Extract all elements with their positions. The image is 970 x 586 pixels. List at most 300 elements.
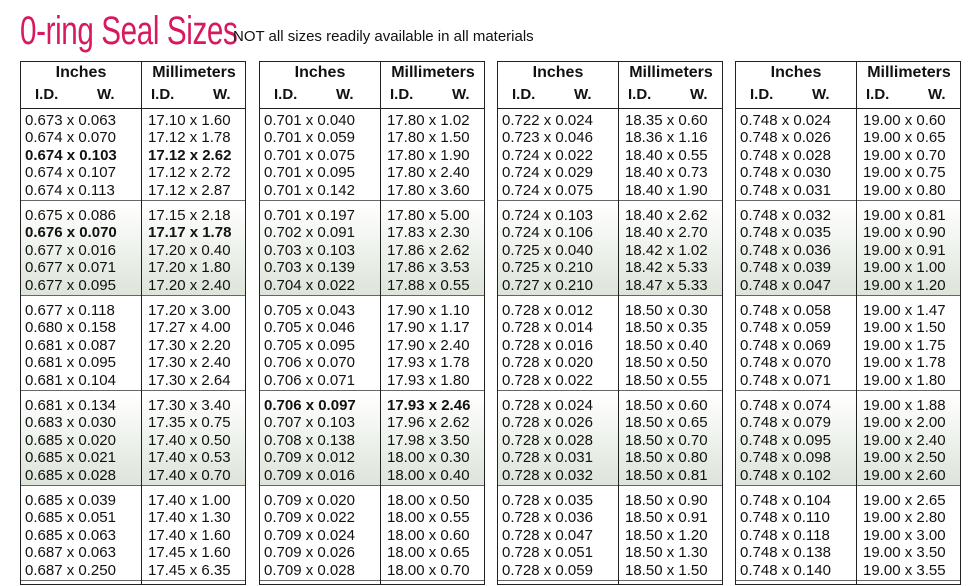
inch-size: 0.748 x 0.039 [740,259,831,277]
size-row [498,302,722,320]
size-row [260,242,484,260]
size-group [260,109,484,201]
mm-w-header: W. [452,86,470,103]
size-row [736,449,960,467]
mm-size: 18.50 x 1.20 [625,526,708,544]
mm-size: 17.30 x 2.64 [148,371,231,389]
mm-size: 19.00 x 2.80 [863,509,946,527]
size-row [736,527,960,545]
mm-size: 18.42 x 1.02 [625,241,708,259]
millimeters-header: Millimeters [867,64,951,81]
mm-size: 19.00 x 1.80 [863,371,946,389]
size-row [498,112,722,130]
size-row [21,164,245,182]
inch-size: 0.748 x 0.024 [740,112,831,129]
mm-size: 19.00 x 1.78 [863,354,946,372]
mm-size: 17.96 x 2.62 [387,414,470,432]
size-row [736,562,960,580]
mm-size: 17.17 x 1.78 [148,224,232,242]
mm-size: 18.47 x 5.33 [625,276,708,294]
size-row [498,129,722,147]
inch-size: 0.748 x 0.032 [740,207,831,224]
mm-size: 17.83 x 2.30 [387,224,470,242]
mm-size: 17.20 x 0.40 [148,241,231,259]
size-row [736,302,960,320]
size-row [498,562,722,580]
inches-id-header: I.D. [35,86,59,103]
mm-size: 18.00 x 0.40 [387,466,470,484]
size-panel [259,61,485,585]
inch-size: 0.748 x 0.074 [740,397,831,414]
inch-size: 0.724 x 0.075 [502,181,593,199]
size-row [260,259,484,277]
size-row [498,182,722,200]
size-row [260,224,484,242]
size-row [21,562,245,580]
inch-size: 0.748 x 0.140 [740,561,831,579]
size-row [21,397,245,415]
inch-size: 0.748 x 0.030 [740,164,831,182]
size-row [260,182,484,200]
size-group [260,489,484,581]
size-row [498,337,722,355]
mm-size: 17.80 x 1.50 [387,129,470,147]
size-row [21,224,245,242]
mm-size: 18.42 x 5.33 [625,259,708,277]
size-row [736,509,960,527]
column-divider [856,62,857,584]
mm-size: 17.86 x 3.53 [387,259,470,277]
mm-size: 19.00 x 0.91 [863,241,946,259]
column-divider [141,62,142,584]
mm-size: 17.98 x 3.50 [387,431,470,449]
inch-size: 0.701 x 0.040 [264,112,355,129]
size-row [260,414,484,432]
inch-size: 0.748 x 0.098 [740,449,831,467]
inch-size: 0.728 x 0.024 [502,397,593,414]
size-row [21,414,245,432]
mm-size: 17.20 x 2.40 [148,276,231,294]
inch-size: 0.701 x 0.197 [264,207,355,224]
size-row [736,242,960,260]
mm-size: 17.20 x 3.00 [148,302,231,319]
mm-size: 17.90 x 1.17 [387,319,470,337]
size-row [498,277,722,295]
size-row [736,372,960,390]
size-row [21,449,245,467]
mm-size: 18.40 x 0.73 [625,164,708,182]
size-row [736,277,960,295]
inch-size: 0.748 x 0.102 [740,466,831,484]
inch-size: 0.748 x 0.070 [740,354,831,372]
inch-size: 0.748 x 0.036 [740,241,831,259]
size-group [498,109,722,201]
inch-size: 0.683 x 0.030 [25,414,116,432]
inch-size: 0.687 x 0.063 [25,544,116,562]
mm-size: 17.35 x 0.75 [148,414,231,432]
mm-size: 17.45 x 1.60 [148,544,231,562]
mm-size: 17.12 x 2.87 [148,181,231,199]
inch-size: 0.685 x 0.021 [25,449,116,467]
inch-size: 0.748 x 0.031 [740,181,831,199]
mm-w-header: W. [928,86,946,103]
mm-size: 17.12 x 1.78 [148,129,231,147]
mm-size: 19.00 x 0.90 [863,224,946,242]
inch-size: 0.723 x 0.046 [502,129,593,147]
size-row [21,277,245,295]
size-row [260,337,484,355]
inch-size: 0.704 x 0.022 [264,276,355,294]
mm-size: 17.40 x 1.60 [148,526,231,544]
size-row [260,527,484,545]
inch-size: 0.724 x 0.103 [502,207,593,224]
column-header [21,62,245,109]
size-row [736,354,960,372]
size-row [21,372,245,390]
size-row [498,467,722,485]
mm-size: 17.12 x 2.72 [148,164,231,182]
size-row [21,302,245,320]
mm-size: 17.30 x 2.20 [148,336,231,354]
inch-size: 0.701 x 0.095 [264,164,355,182]
inch-size: 0.728 x 0.012 [502,302,593,319]
inch-size: 0.674 x 0.103 [25,146,117,164]
mm-size: 17.40 x 0.70 [148,466,231,484]
size-row [736,544,960,562]
size-row [498,147,722,165]
inch-size: 0.748 x 0.110 [740,509,830,527]
inch-size: 0.748 x 0.118 [740,526,830,544]
column-header [260,62,484,109]
mm-size: 18.50 x 0.81 [625,466,708,484]
size-row [21,492,245,510]
size-row [736,224,960,242]
size-row [498,449,722,467]
size-row [260,302,484,320]
size-group [260,394,484,486]
mm-size: 19.00 x 1.50 [863,319,946,337]
size-group [260,204,484,296]
inch-size: 0.709 x 0.024 [264,526,355,544]
mm-size: 19.00 x 2.00 [863,414,946,432]
mm-size: 17.93 x 1.78 [387,354,470,372]
size-row [260,112,484,130]
size-row [260,449,484,467]
inch-size: 0.709 x 0.016 [264,466,355,484]
size-row [736,112,960,130]
inch-size: 0.705 x 0.095 [264,336,355,354]
size-row [260,467,484,485]
size-row [736,164,960,182]
inch-size: 0.728 x 0.014 [502,319,593,337]
mm-size: 19.00 x 1.47 [863,302,946,319]
mm-size: 19.00 x 0.80 [863,181,946,199]
size-row [21,112,245,130]
inch-size: 0.687 x 0.250 [25,561,116,579]
mm-size: 18.50 x 1.30 [625,544,708,562]
inch-size: 0.703 x 0.139 [264,259,355,277]
inch-size: 0.677 x 0.071 [25,259,116,277]
size-row [736,182,960,200]
inch-size: 0.748 x 0.104 [740,492,831,509]
size-row [21,207,245,225]
size-group [21,489,245,581]
inch-size: 0.709 x 0.020 [264,492,355,509]
size-row [21,337,245,355]
size-group [736,299,960,391]
mm-size: 18.40 x 1.90 [625,181,708,199]
inch-size: 0.725 x 0.210 [502,259,593,277]
mm-size: 18.00 x 0.70 [387,561,470,579]
inch-size: 0.685 x 0.028 [25,466,116,484]
mm-id-header: I.D. [866,86,890,103]
size-group [21,109,245,201]
mm-size: 17.40 x 1.00 [148,492,231,509]
inch-size: 0.685 x 0.051 [25,509,116,527]
mm-id-header: I.D. [628,86,652,103]
mm-size: 18.50 x 0.30 [625,302,708,319]
mm-size: 18.50 x 0.55 [625,371,708,389]
mm-size: 18.50 x 0.60 [625,397,708,414]
inch-size: 0.708 x 0.138 [264,431,355,449]
mm-size: 19.00 x 3.55 [863,561,946,579]
mm-size: 18.35 x 0.60 [625,112,708,129]
size-group [21,204,245,296]
inch-size: 0.706 x 0.070 [264,354,355,372]
mm-size: 19.00 x 1.20 [863,276,946,294]
size-group [498,489,722,581]
inch-size: 0.728 x 0.051 [502,544,593,562]
size-row [498,224,722,242]
inch-size: 0.748 x 0.138 [740,544,831,562]
mm-size: 18.40 x 2.62 [625,207,708,224]
mm-size: 17.80 x 2.40 [387,164,470,182]
mm-size: 18.00 x 0.50 [387,492,470,509]
size-row [21,432,245,450]
inch-size: 0.728 x 0.047 [502,526,593,544]
size-row [498,372,722,390]
inch-size: 0.709 x 0.028 [264,561,355,579]
size-row [498,544,722,562]
inches-header: Inches [294,64,346,81]
inch-size: 0.728 x 0.020 [502,354,593,372]
inch-size: 0.709 x 0.012 [264,449,355,467]
inch-size: 0.681 x 0.087 [25,336,116,354]
mm-size: 18.50 x 1.50 [625,561,708,579]
size-row [498,164,722,182]
page-title: 0-ring Seal Sizes [20,9,238,53]
mm-size: 17.93 x 2.46 [387,397,471,414]
size-row [736,147,960,165]
inch-size: 0.674 x 0.113 [25,181,115,199]
inch-size: 0.701 x 0.142 [264,181,355,199]
mm-size: 17.86 x 2.62 [387,241,470,259]
size-row [21,544,245,562]
millimeters-header: Millimeters [152,64,236,81]
inch-size: 0.705 x 0.043 [264,302,355,319]
mm-size: 17.40 x 1.30 [148,509,231,527]
size-group [736,109,960,201]
size-row [260,354,484,372]
inches-id-header: I.D. [512,86,536,103]
mm-size: 17.80 x 1.02 [387,112,470,129]
size-row [498,319,722,337]
column-divider [380,62,381,584]
inch-size: 0.680 x 0.158 [25,319,116,337]
inch-size: 0.728 x 0.028 [502,431,593,449]
mm-size: 17.90 x 2.40 [387,336,470,354]
size-group [736,394,960,486]
mm-size: 19.00 x 0.75 [863,164,946,182]
size-row [736,414,960,432]
inch-size: 0.681 x 0.134 [25,397,116,414]
inch-size: 0.705 x 0.046 [264,319,355,337]
inch-size: 0.728 x 0.031 [502,449,593,467]
size-row [260,492,484,510]
mm-size: 19.00 x 2.60 [863,466,946,484]
inch-size: 0.685 x 0.039 [25,492,116,509]
inch-size: 0.677 x 0.016 [25,241,116,259]
inch-size: 0.673 x 0.063 [25,112,116,129]
mm-size: 18.50 x 0.50 [625,354,708,372]
inch-size: 0.681 x 0.095 [25,354,116,372]
millimeters-header: Millimeters [629,64,713,81]
inches-header: Inches [55,64,107,81]
size-group [498,299,722,391]
inch-size: 0.728 x 0.016 [502,336,593,354]
size-row [736,259,960,277]
size-row [736,432,960,450]
inches-w-header: W. [812,86,830,103]
inch-size: 0.676 x 0.070 [25,224,117,242]
size-row [736,492,960,510]
inches-id-header: I.D. [274,86,298,103]
mm-size: 18.50 x 0.70 [625,431,708,449]
size-row [736,337,960,355]
size-row [498,509,722,527]
inch-size: 0.748 x 0.095 [740,431,831,449]
inch-size: 0.748 x 0.071 [740,371,831,389]
size-row [260,509,484,527]
column-header [736,62,960,109]
mm-size: 17.88 x 0.55 [387,276,470,294]
size-row [21,467,245,485]
size-row [260,277,484,295]
mm-size: 17.80 x 5.00 [387,207,470,224]
mm-size: 17.93 x 1.80 [387,371,470,389]
mm-size: 17.80 x 3.60 [387,181,470,199]
mm-size: 17.45 x 6.35 [148,561,231,579]
mm-size: 17.12 x 2.62 [148,146,232,164]
mm-size: 19.00 x 2.40 [863,431,946,449]
inch-size: 0.748 x 0.079 [740,414,831,432]
size-row [21,129,245,147]
size-row [260,147,484,165]
inch-size: 0.674 x 0.070 [25,129,116,147]
inch-size: 0.728 x 0.026 [502,414,593,432]
size-row [498,397,722,415]
inch-size: 0.748 x 0.058 [740,302,831,319]
inch-size: 0.709 x 0.022 [264,509,355,527]
inch-size: 0.685 x 0.020 [25,431,116,449]
size-row [498,432,722,450]
inch-size: 0.685 x 0.063 [25,526,116,544]
inch-size: 0.725 x 0.040 [502,241,593,259]
size-row [498,354,722,372]
size-panel [20,61,246,585]
mm-size: 17.30 x 2.40 [148,354,231,372]
size-row [498,242,722,260]
mm-size: 17.30 x 3.40 [148,397,231,414]
inch-size: 0.728 x 0.032 [502,466,593,484]
mm-size: 19.00 x 0.60 [863,112,946,129]
inch-size: 0.706 x 0.071 [264,371,355,389]
inch-size: 0.722 x 0.024 [502,112,593,129]
mm-size: 17.15 x 2.18 [148,207,231,224]
inch-size: 0.748 x 0.069 [740,336,831,354]
mm-size: 19.00 x 0.70 [863,146,946,164]
mm-size: 19.00 x 2.65 [863,492,946,509]
size-row [498,527,722,545]
inches-w-header: W. [97,86,115,103]
inch-size: 0.748 x 0.047 [740,276,831,294]
mm-size: 19.00 x 3.00 [863,526,946,544]
mm-size: 19.00 x 1.00 [863,259,946,277]
mm-size: 18.00 x 0.65 [387,544,470,562]
mm-size: 17.80 x 1.90 [387,146,470,164]
size-row [260,562,484,580]
size-group [498,394,722,486]
mm-id-header: I.D. [151,86,175,103]
mm-size: 17.10 x 1.60 [148,112,231,129]
mm-size: 18.50 x 0.65 [625,414,708,432]
inches-id-header: I.D. [750,86,774,103]
inch-size: 0.681 x 0.104 [25,371,116,389]
availability-note: NOT all sizes readily available in all materials [233,28,534,45]
mm-size: 18.00 x 0.60 [387,526,470,544]
mm-size: 19.00 x 0.81 [863,207,946,224]
inches-header: Inches [770,64,822,81]
mm-size: 19.00 x 0.65 [863,129,946,147]
inch-size: 0.728 x 0.035 [502,492,593,509]
size-row [21,242,245,260]
size-group [260,299,484,391]
size-row [498,207,722,225]
size-row [736,467,960,485]
inch-size: 0.709 x 0.026 [264,544,355,562]
size-row [260,432,484,450]
mm-size: 18.00 x 0.30 [387,449,470,467]
mm-size: 17.27 x 4.00 [148,319,231,337]
mm-size: 18.50 x 0.40 [625,336,708,354]
inch-size: 0.677 x 0.095 [25,276,116,294]
mm-size: 19.00 x 1.88 [863,397,946,414]
mm-size: 19.00 x 2.50 [863,449,946,467]
mm-size: 17.90 x 1.10 [387,302,470,319]
inch-size: 0.748 x 0.028 [740,146,831,164]
mm-size: 19.00 x 1.75 [863,336,946,354]
size-row [260,319,484,337]
column-header [498,62,722,109]
size-panel [735,61,961,585]
mm-size: 18.36 x 1.16 [625,129,708,147]
inch-size: 0.707 x 0.103 [264,414,355,432]
size-group [736,204,960,296]
inch-size: 0.703 x 0.103 [264,241,355,259]
inch-size: 0.748 x 0.059 [740,319,831,337]
inch-size: 0.701 x 0.075 [264,146,355,164]
mm-size: 18.40 x 0.55 [625,146,708,164]
